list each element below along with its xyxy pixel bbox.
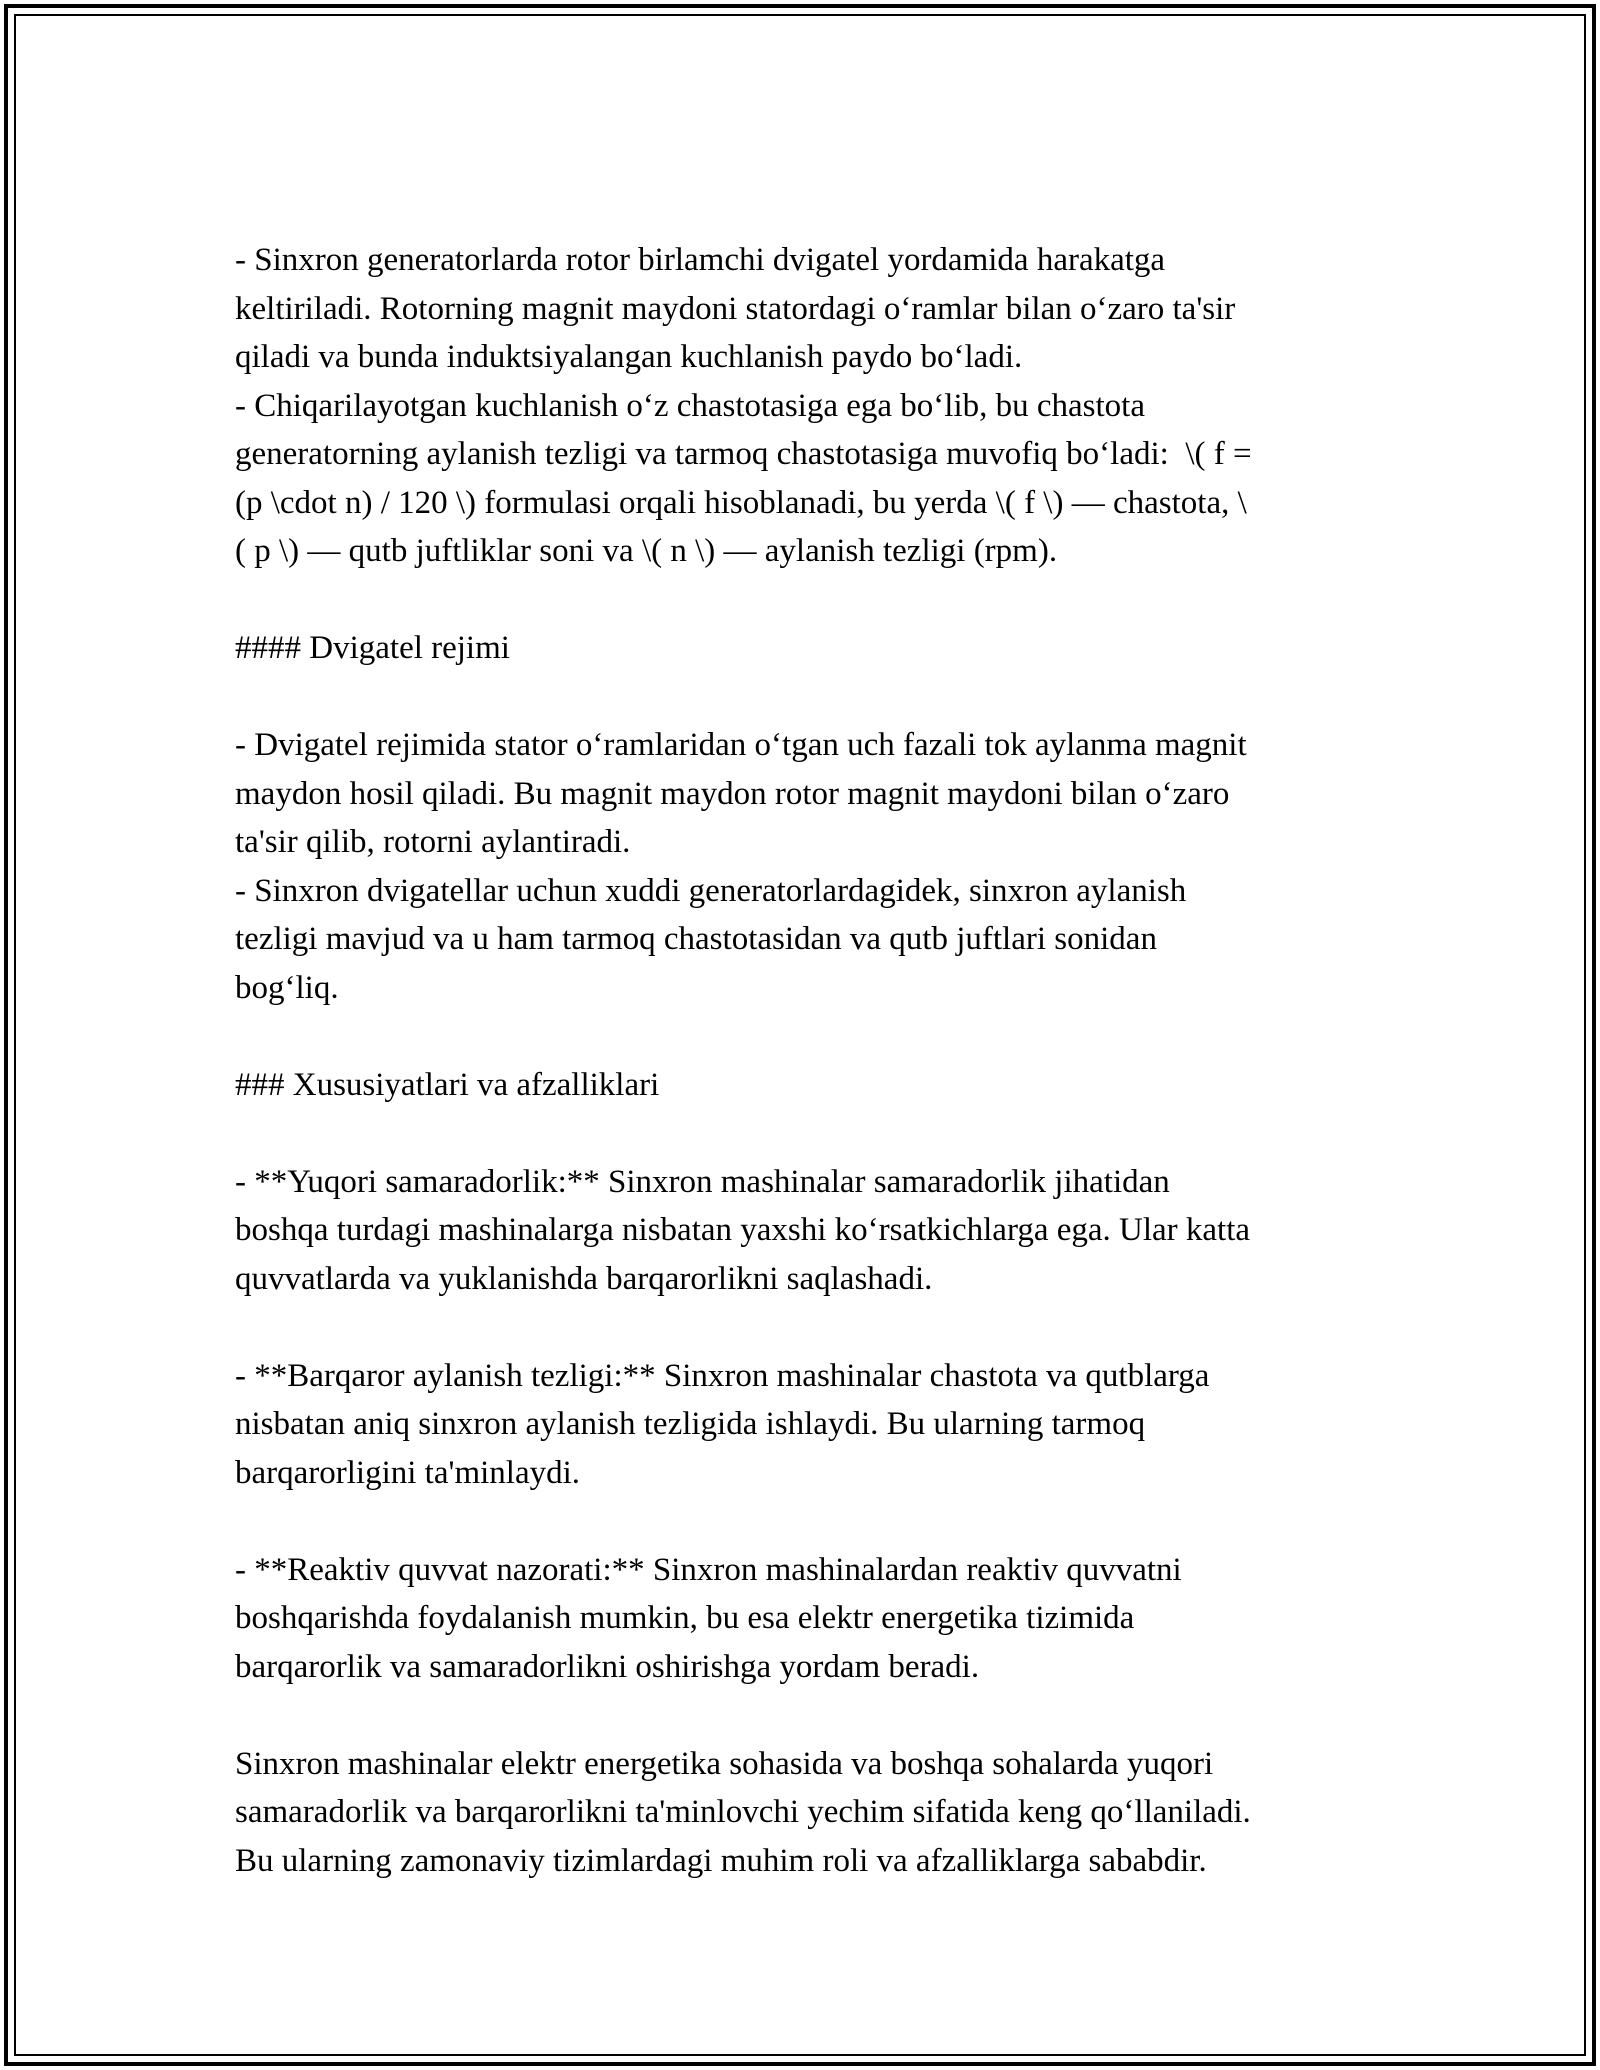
blank-line bbox=[235, 1012, 1375, 1061]
text-line: ( p \) — qutb juftliklar soni va \( n \) — aylanish tezligi (rpm). bbox=[235, 533, 1058, 569]
blank-line bbox=[235, 1497, 1375, 1546]
text-line: maydon hosil qiladi. Bu magnit maydon rotor magnit maydoni bilan o‘zaro bbox=[235, 775, 1230, 812]
text-line: qiladi va bunda induktsiyalangan kuchlanish paydo bo‘ladi. bbox=[235, 339, 1023, 375]
text-line: barqarorlik va samaradorlikni oshirishga yordam beradi. bbox=[235, 1648, 980, 1685]
text-line: keltiriladi. Rotorning magnit maydoni statordagi o‘ramlar bilan o‘zaro ta'sir bbox=[235, 290, 1236, 327]
text-line: generatorning aylanish tezligi va tarmoq chastotasiga muvofiq bo‘ladi: \( f = bbox=[235, 436, 1252, 472]
text-line: samaradorlik va barqarorlikni ta'minlovchi yechim sifatida keng qo‘llaniladi. bbox=[235, 1794, 1251, 1830]
text-line: tezligi mavjud va u ham tarmoq chastotasidan va qutb juftlari sonidan bbox=[235, 921, 1157, 957]
text-line: - Dvigatel rejimida stator o‘ramlaridan o‘tgan uch fazali tok aylanma magnit bbox=[235, 727, 1247, 763]
text-line: - Sinxron dvigatellar uchun xuddi generatorlardagidek, sinxron aylanish bbox=[235, 872, 1187, 909]
text-line: - Chiqarilayotgan kuchlanish o‘z chastotasiga ega bo‘lib, bu chastota bbox=[235, 387, 1145, 424]
text-line: - **Yuqori samaradorlik:** Sinxron mashinalar samaradorlik jihatidan bbox=[235, 1163, 1170, 1200]
document-body bbox=[235, 236, 1375, 1885]
text-line: bog‘liq. bbox=[235, 969, 339, 1006]
blank-line bbox=[235, 1109, 1375, 1158]
text-line: ta'sir qilib, rotorni aylantiradi. bbox=[235, 824, 631, 860]
text-line: quvvatlarda va yuklanishda barqarorlikni saqlashadi. bbox=[235, 1260, 933, 1297]
blank-line bbox=[235, 673, 1375, 722]
section-heading-dvigatel-rejimi: #### Dvigatel rejimi bbox=[235, 630, 510, 666]
text-line: boshqa turdagi mashinalarga nisbatan yaxshi ko‘rsatkichlarga ega. Ular katta bbox=[235, 1212, 1251, 1248]
text-line: (p \cdot n) / 120 \) formulasi orqali hisoblanadi, bu yerda \( f \) — chastota, \ bbox=[235, 484, 1247, 521]
text-line: - **Reaktiv quvvat nazorati:** Sinxron mashinalardan reaktiv quvvatni bbox=[235, 1551, 1182, 1588]
text-line: Bu ularning zamonaviy tizimlardagi muhim roli va afzalliklarga sababdir. bbox=[235, 1842, 1207, 1879]
text-line: nisbatan aniq sinxron aylanish tezligida ishlaydi. Bu ularning tarmoq bbox=[235, 1406, 1146, 1442]
section-heading-xususiyatlari: ### Xususiyatlari va afzalliklari bbox=[235, 1066, 660, 1103]
text-line: Sinxron mashinalar elektr energetika sohasida va boshqa sohalarda yuqori bbox=[235, 1745, 1214, 1782]
text-line: - **Barqaror aylanish tezligi:** Sinxron mashinalar chastota va qutblarga bbox=[235, 1357, 1210, 1394]
blank-line bbox=[235, 1691, 1375, 1740]
blank-line bbox=[235, 1303, 1375, 1352]
text-line: boshqarishda foydalanish mumkin, bu esa elektr energetika tizimida bbox=[235, 1600, 1135, 1636]
text-line: - Sinxron generatorlarda rotor birlamchi dvigatel yordamida harakatga bbox=[235, 242, 1166, 278]
blank-line bbox=[235, 576, 1375, 625]
text-line: barqarorligini ta'minlaydi. bbox=[235, 1454, 581, 1491]
